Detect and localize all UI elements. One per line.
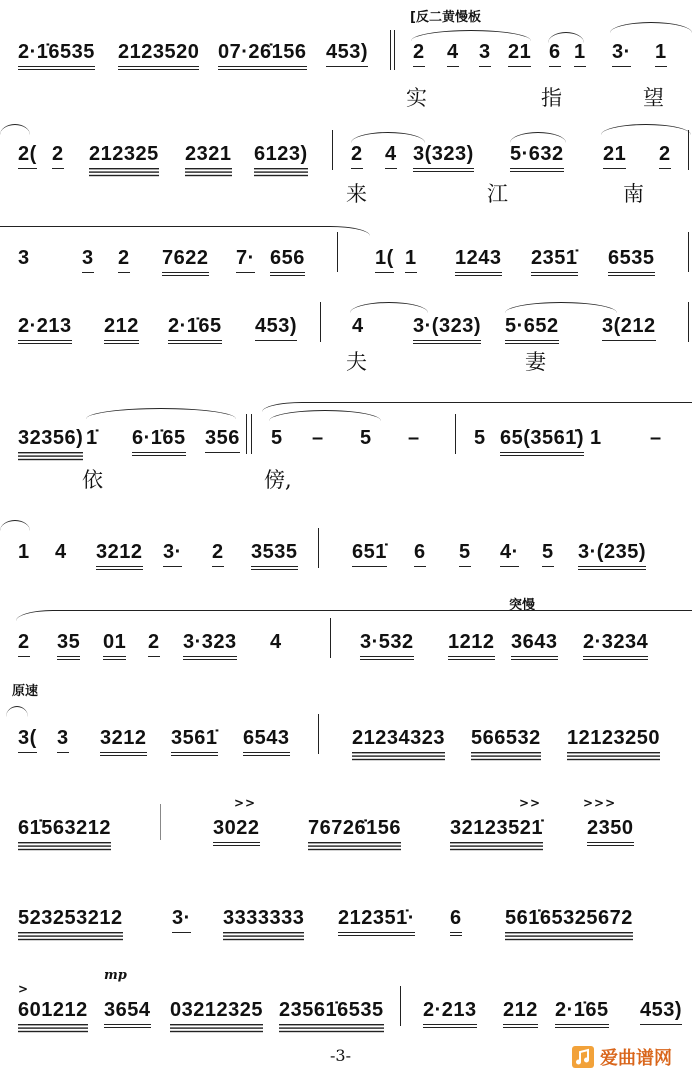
note: 4	[352, 315, 364, 337]
note-group: 3643	[511, 630, 558, 660]
note-group: 1243	[455, 246, 502, 276]
note: 2	[413, 40, 425, 67]
note: 3(	[18, 726, 37, 753]
note: 1	[590, 427, 602, 449]
score-line-6	[0, 516, 700, 586]
slur	[350, 302, 428, 313]
note-group: 32356)	[18, 427, 84, 449]
lyric: 望	[643, 86, 664, 110]
note: 2	[659, 142, 671, 169]
note-group: 76726̇156	[308, 817, 401, 839]
note-group: 212	[104, 314, 139, 344]
note-group: 523253212	[18, 907, 123, 929]
note-group: 453)	[640, 998, 682, 1025]
note: 5	[360, 427, 372, 449]
note-group: 6535	[608, 246, 655, 276]
lyric: 实	[406, 86, 427, 110]
slur	[505, 302, 617, 313]
note-group: 6543	[243, 726, 290, 756]
note-group: 6123)	[254, 143, 308, 165]
bar-line	[688, 130, 689, 170]
note: –	[408, 427, 420, 449]
note-group: 656	[270, 246, 305, 276]
note-group: 2·1̇6535	[18, 40, 95, 70]
note-group: 3·532	[360, 630, 414, 660]
music-note-icon	[572, 1046, 594, 1068]
score-line-7	[0, 590, 700, 670]
note: 5	[271, 427, 283, 449]
note: 4	[55, 541, 67, 563]
note-group: 65(3561̇)	[500, 426, 584, 456]
note-group: 2123520	[118, 40, 199, 70]
bar-line	[332, 130, 333, 170]
score-line-2	[0, 120, 700, 220]
note-group: 3022	[213, 816, 260, 846]
slur	[510, 132, 566, 143]
bar-line	[455, 414, 456, 454]
score-line-9	[0, 786, 700, 866]
note-group: 35	[57, 630, 80, 660]
note: 1̇	[86, 427, 98, 449]
note-group: 3212	[100, 726, 147, 756]
note: 3·	[172, 906, 191, 933]
note: 5	[459, 540, 471, 567]
score-line-3	[0, 222, 700, 292]
note: 7·	[236, 246, 255, 273]
note-group: 2351̇	[531, 246, 578, 276]
lyric: 夫	[346, 350, 367, 374]
lyric: 依	[82, 468, 103, 492]
note: 2	[148, 630, 160, 657]
slur	[351, 132, 425, 143]
note: 1	[18, 541, 30, 563]
note: 4	[447, 40, 459, 67]
note: 1	[655, 40, 667, 67]
site-watermark: 爱曲谱网	[600, 1048, 672, 1069]
note-group: 1212	[448, 630, 495, 660]
slur	[548, 32, 584, 43]
note-group: 566532	[471, 727, 541, 749]
note-group: 23561̇6535	[279, 999, 384, 1021]
note-group: 01	[103, 630, 126, 660]
note: 1(	[375, 246, 394, 273]
note-group: 2321	[185, 143, 232, 165]
note-group: 2350	[587, 816, 634, 846]
note-group: 07·26̇156	[218, 40, 307, 70]
bar-line	[394, 30, 395, 70]
slur	[16, 610, 692, 621]
note: 2	[18, 630, 30, 657]
note-group: 3(323)	[413, 142, 474, 172]
note: 4·	[500, 540, 519, 567]
note: 3	[57, 726, 69, 753]
slur	[0, 124, 30, 135]
note-group: 212	[503, 998, 538, 1028]
note: 21	[508, 40, 531, 67]
lyric: 来	[346, 182, 367, 206]
slur	[0, 520, 30, 531]
note-group: 212325	[89, 143, 159, 165]
lyric: 妻	[525, 350, 546, 374]
note: 6	[450, 906, 462, 936]
note: 6	[549, 40, 561, 67]
note: 2	[212, 540, 224, 567]
slur	[86, 408, 236, 419]
page-number: -3-	[330, 1046, 351, 1065]
note-group: 6·1̇65	[132, 426, 186, 456]
note-group: 3·(323)	[413, 314, 481, 344]
dynamic-marking: mp	[104, 968, 127, 983]
note: 3·	[163, 540, 182, 567]
note: –	[650, 427, 662, 449]
note-group: 2·213	[423, 998, 477, 1028]
slur	[610, 22, 692, 33]
note-group: 3·323	[183, 630, 237, 660]
note: –	[312, 427, 324, 449]
note: 5	[474, 427, 486, 449]
bar-line	[160, 804, 161, 840]
note-group: 2·1̇65	[168, 314, 222, 344]
note: 3·	[612, 40, 631, 67]
note: 1	[405, 246, 417, 273]
note-group: 12123250	[567, 727, 660, 749]
bar-line	[688, 302, 689, 342]
note-group: 212351̇·	[338, 906, 415, 936]
note-group: 561̇65325672	[505, 907, 633, 929]
note: 2	[351, 142, 363, 169]
score-line-5	[0, 396, 700, 506]
accent-mark: >>	[234, 796, 257, 810]
note-group: 356	[205, 426, 240, 453]
fermata	[6, 706, 28, 717]
note: 4	[385, 142, 397, 169]
note-group: 3561̇	[171, 726, 218, 756]
note-group: 601212	[18, 999, 88, 1021]
note: 21	[603, 142, 626, 169]
bar-line	[390, 30, 391, 70]
lyric: 江	[487, 182, 508, 206]
note-group: 651̇	[352, 540, 387, 567]
lyric: 南	[623, 182, 644, 206]
note: 2	[118, 246, 130, 273]
note-group: 3654	[104, 998, 151, 1028]
note-group: 3333333	[223, 907, 305, 929]
note-group: 453)	[255, 314, 297, 341]
note-group: 3(212	[602, 314, 656, 341]
note: 3	[18, 247, 30, 269]
slur	[0, 226, 370, 237]
score-line-10	[0, 876, 700, 956]
bar-line	[318, 528, 319, 568]
note: 2	[52, 142, 64, 169]
sudden-slow-marking: 突慢	[509, 598, 536, 613]
bar-line	[337, 232, 338, 272]
note: 3	[479, 40, 491, 67]
note-group: 3212	[96, 540, 143, 570]
note-group: 2·1̇65	[555, 998, 609, 1028]
slur	[262, 402, 692, 413]
bar-line	[330, 618, 331, 658]
note-group: 2·3234	[583, 630, 648, 660]
accent-mark: >>>	[583, 796, 617, 810]
note: 5	[542, 540, 554, 567]
lyric: 指	[541, 86, 562, 110]
note-group: 3535	[251, 540, 298, 570]
note-group: 61̇563212	[18, 817, 111, 839]
bar-line	[688, 232, 689, 272]
score-line-4	[0, 294, 700, 384]
slur	[601, 124, 691, 135]
note: 6	[414, 540, 426, 567]
tempo-marking: [反二黄慢板	[410, 10, 481, 25]
score-line-11	[0, 962, 700, 1042]
note-group: 7622	[162, 246, 209, 276]
original-speed-marking: 原速	[12, 684, 39, 699]
accent-mark: >	[18, 982, 30, 996]
note-group: 5·652	[505, 314, 559, 344]
note-group: 5·632	[510, 142, 564, 172]
note-group: 453)	[326, 40, 368, 67]
note-group: 32123521̇	[450, 817, 543, 839]
note-group: 3·(235)	[578, 540, 646, 570]
note-group: 03212325	[170, 999, 263, 1021]
score-line-1	[0, 0, 700, 110]
lyric: 傍,	[264, 468, 292, 492]
bar-line	[318, 714, 319, 754]
note: 3	[82, 246, 94, 273]
note-group: 21234323	[352, 727, 445, 749]
accent-mark: >>	[519, 796, 542, 810]
note: 2(	[18, 142, 37, 169]
score-line-8	[0, 676, 700, 766]
note-group: 2·213	[18, 314, 72, 344]
slur	[411, 30, 531, 41]
note: 4	[270, 631, 282, 653]
bar-line	[400, 986, 401, 1026]
bar-line	[246, 414, 247, 454]
bar-line	[320, 302, 321, 342]
note: 1	[574, 40, 586, 67]
bar-line	[251, 414, 252, 454]
